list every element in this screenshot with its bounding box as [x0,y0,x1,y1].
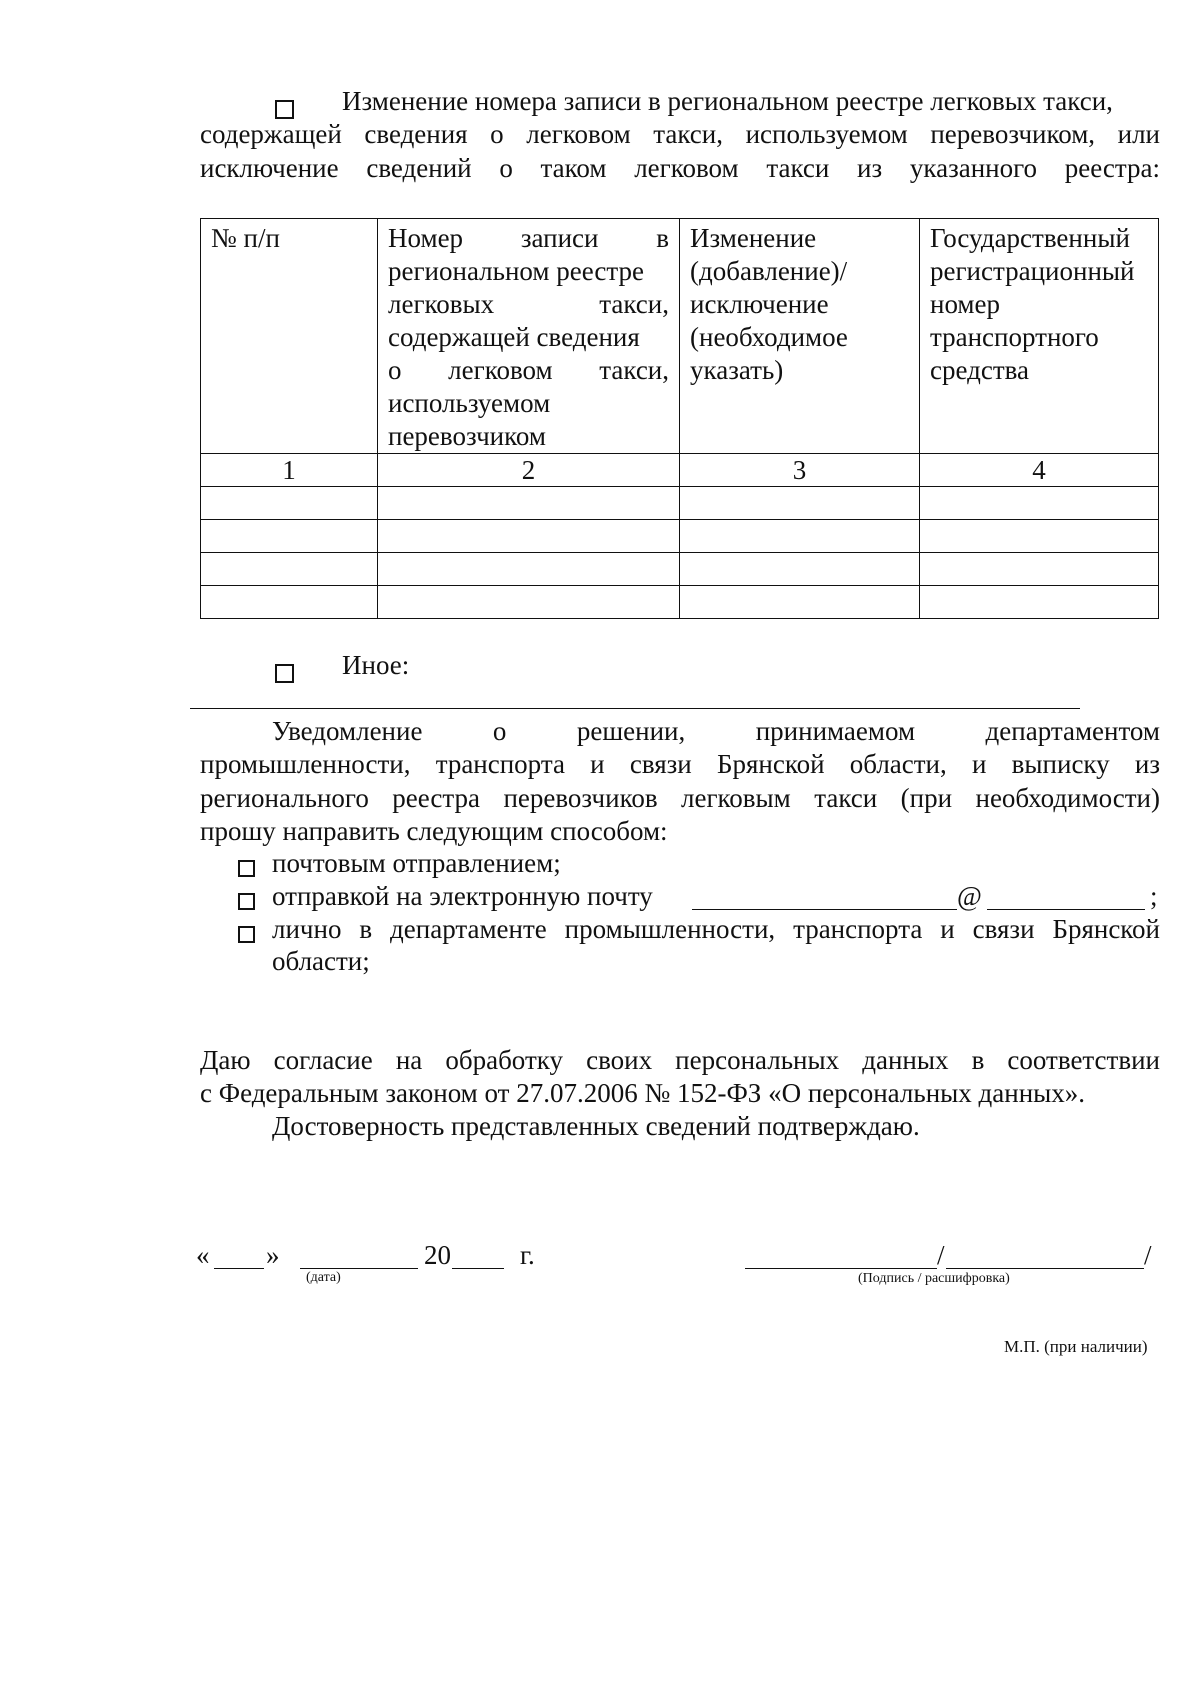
header-cell-number: № п/п [201,219,378,454]
column-number: 1 [201,454,378,487]
registry-table [200,218,1159,619]
in-person-option-label-2: области; [272,946,370,976]
notification-line-4: прошу направить следующим способом: [200,816,668,846]
column-number: 4 [920,454,1159,487]
email-checkbox[interactable] [238,886,255,917]
consent-line-1: Даю согласие на обработку своих персональных данных в соответствии [200,1045,1160,1075]
date-year-field[interactable] [452,1268,504,1269]
header-cell-record: Номер записи в региональном реестре легковых такси, содержащей сведения о легковом такси, используемом перевозчиком [378,219,680,454]
signature-caption: (Подпись / расшифровка) [858,1271,1010,1286]
mail-option-label: почтовым отправлением; [272,848,561,878]
table-cell[interactable] [201,520,378,553]
notification-line-1: Уведомление о решении, принимаемом департаментом [272,716,1160,746]
table-cell[interactable] [378,487,680,520]
notification-line-3: регионального реестра перевозчиков легковым такси (при необходимости) [200,783,1160,813]
table-cell[interactable] [378,520,680,553]
date-caption: (дата) [306,1270,341,1285]
notification-line-2: промышленности, транспорта и связи Брянской области, и выписку из [200,749,1160,779]
table-cell[interactable] [201,487,378,520]
header-cell-plate: Государственный регистрационный номер транспортного средства [920,219,1159,454]
confirmation-text: Достоверность представленных сведений подтверждаю. [272,1111,920,1141]
other-checkbox[interactable] [275,659,294,690]
email-semicolon: ; [1150,881,1158,911]
table-row [201,586,1159,619]
other-label: Иное: [342,650,410,680]
table-cell[interactable] [920,520,1159,553]
table-cell[interactable] [680,520,920,553]
change-record-line-1: Изменение номера записи в региональном реестре легковых такси, [342,86,1113,116]
change-record-line-2: содержащей сведения о легковом такси, используемом перевозчиком, или [200,119,1160,149]
email-at-sign: @ [957,881,982,911]
table-cell[interactable] [201,586,378,619]
date-month-field[interactable] [300,1268,418,1269]
table-column-numbers-row [201,454,1159,487]
table-cell[interactable] [920,487,1159,520]
table-row [201,487,1159,520]
table-cell[interactable] [680,586,920,619]
table-cell[interactable] [680,487,920,520]
table-cell[interactable] [378,586,680,619]
table-row [201,553,1159,586]
date-quote-open: « [196,1240,210,1270]
signature-name-field[interactable] [946,1268,1144,1269]
table-cell[interactable] [378,553,680,586]
date-day-field[interactable] [214,1268,264,1269]
table-header-row [201,219,1159,454]
column-number: 2 [378,454,680,487]
email-local-part-field[interactable] [692,909,957,910]
other-text-line[interactable] [190,708,1080,709]
in-person-checkbox[interactable] [238,919,255,950]
in-person-option-label-1: лично в департаменте промышленности, транспорта и связи Брянской [272,914,1160,944]
signature-field[interactable] [745,1268,937,1269]
email-domain-field[interactable] [987,909,1145,910]
table-cell[interactable] [920,586,1159,619]
mail-checkbox[interactable] [238,853,255,884]
table-row [201,520,1159,553]
stamp-note: М.П. (при наличии) [1004,1337,1148,1356]
table-cell[interactable] [920,553,1159,586]
change-record-line-3: исключение сведений о таком легковом такси из указанного реестра: [200,153,1160,183]
column-number: 3 [680,454,920,487]
header-cell-change: Изменение (добавление)/ исключение (необходимое указать) [680,219,920,454]
email-option-label: отправкой на электронную почту [272,881,653,911]
signature-slash-1: / [937,1240,945,1270]
table-cell[interactable] [680,553,920,586]
signature-slash-2: / [1144,1240,1152,1270]
date-quote-close: » [266,1240,280,1270]
date-year-suffix: г. [520,1240,535,1270]
consent-line-2: с Федеральным законом от 27.07.2006 № 152-ФЗ «О персональных данных». [200,1078,1086,1108]
date-year-prefix: 20 [424,1240,451,1270]
table-cell[interactable] [201,553,378,586]
